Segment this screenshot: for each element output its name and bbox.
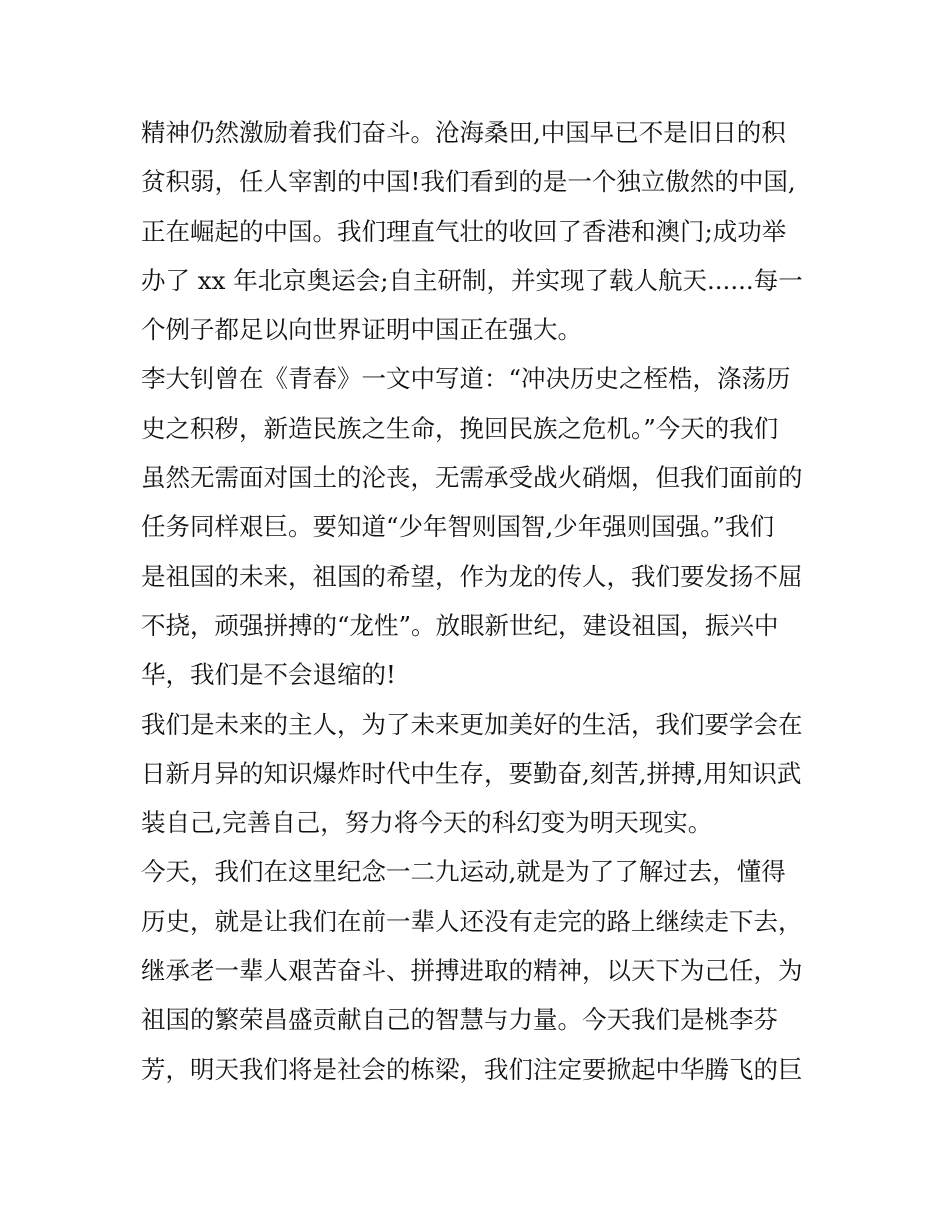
text-line-15: 装自己,完善自己，努力将今天的科幻变为明天现实。 — [141, 808, 713, 838]
text-line-6: 李大钊曾在《青春》一文中写道：“冲决历史之桎梏，涤荡历 — [141, 364, 791, 394]
text-line-8: 虽然无需面对国土的沦丧，无需承受战火硝烟，但我们面前的 — [141, 463, 803, 493]
text-line-20: 芳，明天我们将是社会的栋梁，我们注定要掀起中华腾飞的巨 — [141, 1054, 803, 1084]
text-line-1: 精神仍然激励着我们奋斗。沧海桑田,中国早已不是旧日的积 — [141, 118, 786, 147]
text-line-9: 任务同样艰巨。要知道“少年智则国智,少年强则国强。”我们 — [141, 512, 775, 542]
text-line-4: 办了 xx 年北京奥运会;自主研制，并实现了载人航天......每一 — [141, 265, 803, 295]
text-line-17: 历史，就是让我们在前一辈人还没有走完的路上继续走下去， — [141, 906, 803, 936]
text-line-2: 贫积弱，任人宰割的中国!我们看到的是一个独立傲然的中国, — [141, 167, 796, 197]
text-line-13: 我们是未来的主人，为了未来更加美好的生活，我们要学会在 — [141, 709, 803, 739]
text-line-19: 祖国的繁荣昌盛贡献自己的智慧与力量。今天我们是桃李芬 — [141, 1005, 778, 1035]
body-text — [141, 108, 821, 1094]
text-line-7: 史之积秽，新造民族之生命，挽回民族之危机。”今天的我们 — [141, 413, 779, 443]
text-line-14: 日新月异的知识爆炸时代中生存，要勤奋,刻苦,拼搏,用知识武 — [141, 758, 802, 788]
text-line-5: 个例子都足以向世界证明中国正在强大。 — [141, 315, 582, 345]
text-line-3: 正在崛起的中国。我们理直气壮的收回了香港和澳门;成功举 — [141, 216, 787, 246]
text-line-12: 华，我们是不会退缩的! — [141, 660, 396, 690]
text-line-16: 今天，我们在这里纪念一二九运动,就是为了了解过去，懂得 — [141, 857, 786, 887]
text-line-18: 继承老一辈人艰苦奋斗、拼搏进取的精神，以天下为己任，为 — [141, 956, 803, 986]
text-line-10: 是祖国的未来，祖国的希望，作为龙的传人，我们要发扬不屈 — [141, 561, 803, 591]
text-line-11: 不挠，顽强拼搏的“龙性”。放眼新世纪，建设祖国，振兴中 — [141, 610, 779, 640]
